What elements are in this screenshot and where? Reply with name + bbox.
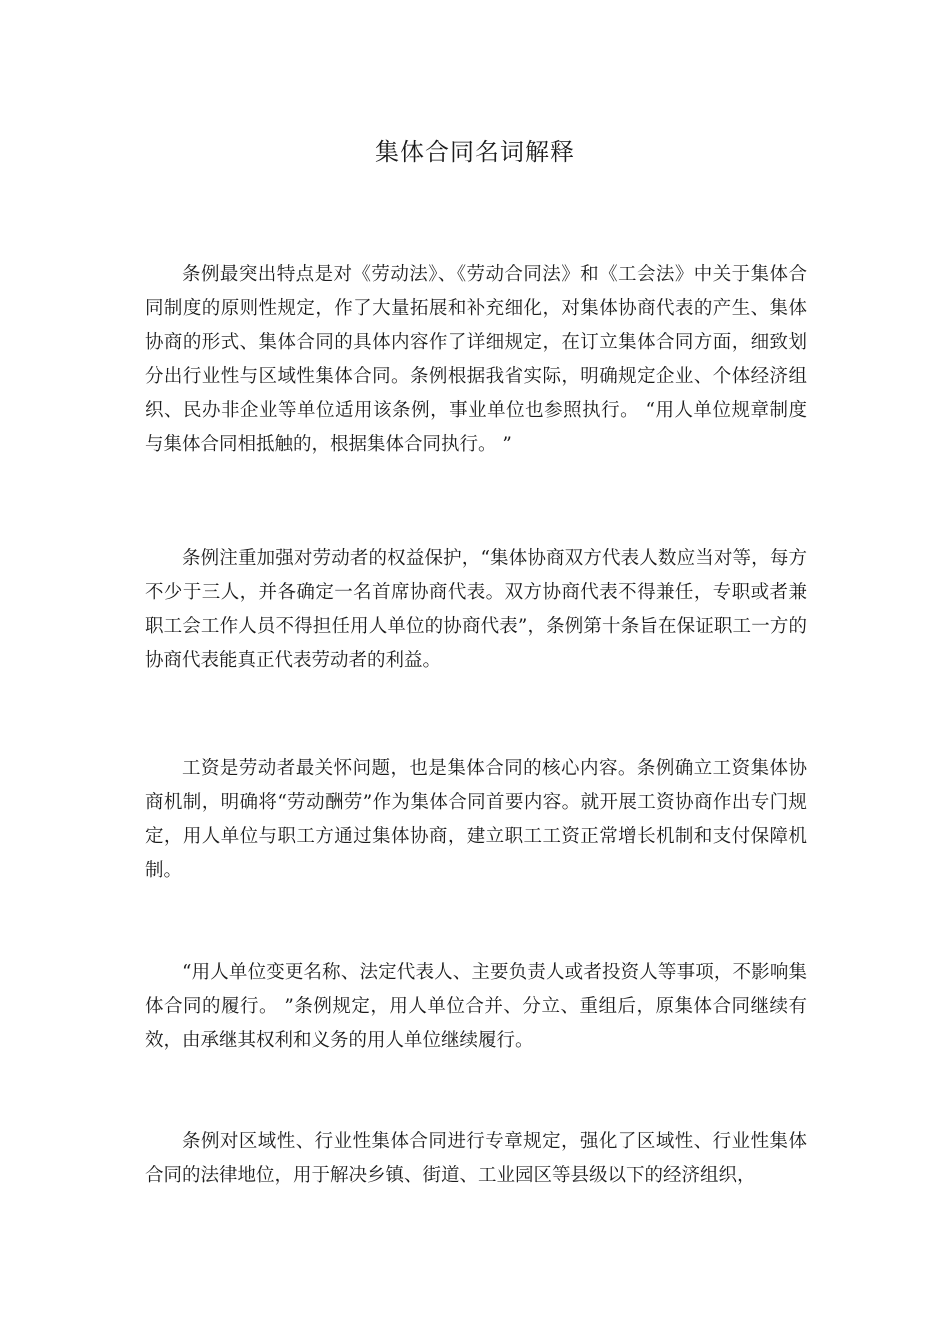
paragraph-1: 条例最突出特点是对《劳动法》、《劳动合同法》和《工会法》中关于集体合同制度的原则性规定，作了大量拓展和补充细化，对集体协商代表的产生、集体协商的形式、集体合同的具体内容作了详细规定，在订立集体合同方面，细致划分出行业性与区域性集体合同。条例根据我省实际，明确规定企业、个体经济组织、民办非企业等单位适用该条例，事业单位也参照执行。 “用人单位规章制度与集体合同相抵触的，根据集体合同执行。 ” [145,264,807,455]
document-title: 集体合同名词解释 [375,138,575,166]
paragraph-5: 条例对区域性、行业性集体合同进行专章规定，强化了区域性、行业性集体合同的法律地位，用于解决乡镇、街道、工业园区等县级以下的经济组织， [145,1131,807,1186]
paragraph-2: 条例注重加强对劳动者的权益保护，“集体协商双方代表人数应当对等，每方不少于三人，并各确定一名首席协商代表。双方协商代表不得兼任，专职或者兼职工会工作人员不得担任用人单位的协商代表”，条例第十条旨在保证职工一方的协商代表能真正代表劳动者的利益。 [145,548,807,671]
paragraph-4: “用人单位变更名称、法定代表人、主要负责人或者投资人等事项，不影响集体合同的履行。 ”条例规定，用人单位合并、分立、重组后，原集体合同继续有效，由承继其权利和义务的用人单位继续履行。 [145,962,807,1051]
paragraph-3: 工资是劳动者最关怀问题，也是集体合同的核心内容。条例确立工资集体协商机制，明确将“劳动酬劳”作为集体合同首要内容。就开展工资协商作出专门规定，用人单位与职工方通过集体协商，建立职工工资正常增长机制和支付保障机制。 [145,758,807,881]
